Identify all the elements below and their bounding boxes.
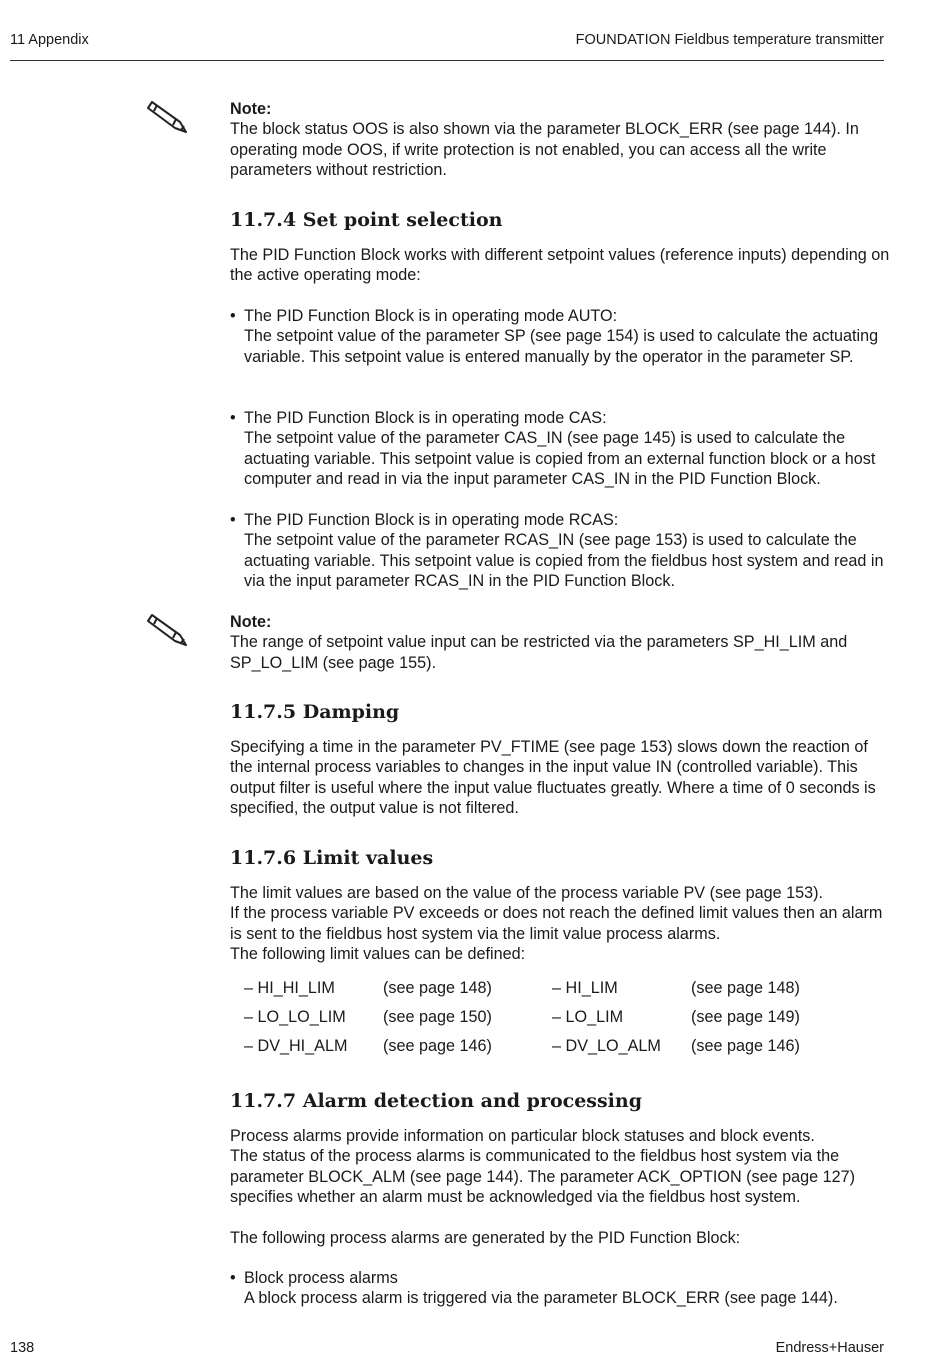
note-1-text: The block status OOS is also shown via the parameter BLOCK_ERR (see page 144). In operating mode OOS, if write protection is not enabled, you can access all the write parameters without restriction. bbox=[230, 120, 859, 180]
limit-page-ref: (see page 148) bbox=[691, 979, 800, 997]
limit-name: – DV_LO_ALM bbox=[552, 1037, 661, 1055]
page-header bbox=[10, 32, 884, 61]
bullet-dot: • bbox=[230, 1269, 236, 1287]
note-1-title: Note: bbox=[230, 100, 272, 118]
limit-page-ref: (see page 146) bbox=[383, 1037, 492, 1055]
limit-name: – HI_LIM bbox=[552, 979, 618, 997]
limit-name: – DV_HI_ALM bbox=[244, 1037, 348, 1055]
limit-name: – LO_LO_LIM bbox=[244, 1008, 346, 1026]
heading-11-7-6: 11.7.6 Limit values bbox=[230, 847, 434, 869]
page-number: 138 bbox=[10, 1340, 35, 1356]
alarm-line-2: The status of the process alarms is communicated to the fieldbus host system via the parameter BLOCK_ALM (see page 144). The parameter ACK_OPTION (see page 127) specifies whether an alarm must be acknowledged via the fieldbus host system. bbox=[230, 1147, 856, 1207]
note-1 bbox=[230, 99, 890, 181]
bullet-cas bbox=[230, 408, 890, 490]
note-2 bbox=[230, 612, 890, 673]
heading-11-7-4: 11.7.4 Set point selection bbox=[230, 209, 503, 231]
heading-11-7-7: 11.7.7 Alarm detection and processing bbox=[230, 1090, 642, 1112]
bullet-rcas-text: The setpoint value of the parameter RCAS_IN (see page 153) is used to calculate the actuating variable. This setpoint value is copied from the fieldbus host system and read in via the input parameter RCAS_IN in the PID Function Block. bbox=[244, 531, 884, 591]
alarm-line-3: The following process alarms are generated by the PID Function Block: bbox=[230, 1229, 741, 1247]
limit-values-line-2: If the process variable PV exceeds or does not reach the defined limit values then an alarm is sent to the fieldbus host system via the limit value process alarms. bbox=[230, 904, 883, 943]
bullet-dot: • bbox=[230, 409, 236, 427]
bullet-block-alarms-title: Block process alarms bbox=[244, 1269, 398, 1287]
note-2-title: Note: bbox=[230, 613, 272, 631]
limit-values-text bbox=[230, 883, 890, 965]
set-point-intro: The PID Function Block works with different setpoint values (reference inputs) depending on the active operating mode: bbox=[230, 246, 890, 285]
limit-page-ref: (see page 146) bbox=[691, 1037, 800, 1055]
bullet-cas-title: The PID Function Block is in operating mode CAS: bbox=[244, 409, 607, 427]
bullet-block-alarms-text: A block process alarm is triggered via the parameter BLOCK_ERR (see page 144). bbox=[244, 1289, 838, 1308]
alarm-line-1: Process alarms provide information on particular block statuses and block events. bbox=[230, 1127, 815, 1145]
bullet-rcas-title: The PID Function Block is in operating mode RCAS: bbox=[244, 511, 619, 529]
bullet-dot: • bbox=[230, 511, 236, 529]
bullet-cas-text: The setpoint value of the parameter CAS_IN (see page 145) is used to calculate the actuating variable. This setpoint value is copied from an external function block or a host computer and read in via the input parameter CAS_IN in the PID Function Block. bbox=[244, 429, 876, 489]
alarm-text bbox=[230, 1126, 890, 1208]
bullet-dot: • bbox=[230, 307, 236, 325]
limit-name: – LO_LIM bbox=[552, 1008, 624, 1026]
limit-page-ref: (see page 148) bbox=[383, 979, 492, 997]
bullet-auto-text: The setpoint value of the parameter SP (see page 154) is used to calculate the actuating variable. This setpoint value is entered manually by the operator in the parameter SP. bbox=[244, 327, 879, 366]
header-chapter: 11 Appendix bbox=[10, 32, 89, 48]
limit-page-ref: (see page 149) bbox=[691, 1008, 800, 1026]
bullet-auto bbox=[230, 306, 890, 367]
bullet-rcas bbox=[230, 510, 890, 592]
bullet-block-process-alarms bbox=[230, 1268, 890, 1309]
pencil-icon bbox=[146, 609, 194, 649]
limit-name: – HI_HI_LIM bbox=[244, 979, 335, 997]
limit-values-line-3: The following limit values can be defined: bbox=[230, 945, 526, 964]
pencil-icon bbox=[146, 96, 194, 136]
limit-page-ref: (see page 150) bbox=[383, 1008, 492, 1026]
header-doc-title: FOUNDATION Fieldbus temperature transmitter bbox=[575, 32, 884, 48]
note-2-text: The range of setpoint value input can be restricted via the parameters SP_HI_LIM and SP_LO_LIM (see page 155). bbox=[230, 633, 848, 672]
damping-text: Specifying a time in the parameter PV_FTIME (see page 153) slows down the reaction of the internal process variables to changes in the input value IN (controlled variable). This output filter is useful where the input value fluctuates greatly. Where a time of 0 seconds is specified, the output value is not filtered. bbox=[230, 738, 876, 818]
limit-values-line-1: The limit values are based on the value of the process variable PV (see page 153). bbox=[230, 884, 823, 902]
heading-11-7-5: 11.7.5 Damping bbox=[230, 701, 400, 723]
brand-name: Endress+Hauser bbox=[775, 1340, 884, 1356]
bullet-auto-title: The PID Function Block is in operating mode AUTO: bbox=[244, 307, 618, 325]
